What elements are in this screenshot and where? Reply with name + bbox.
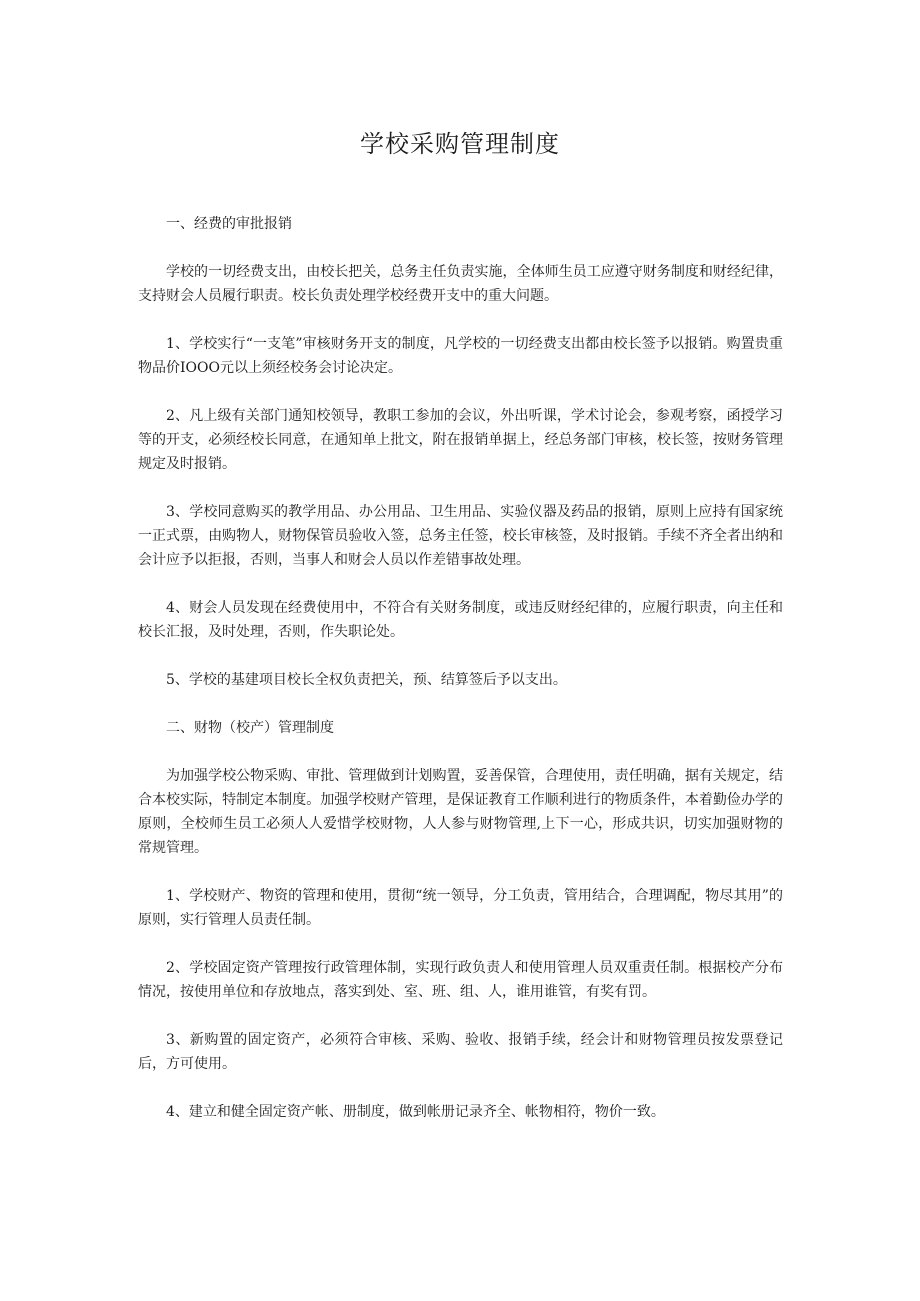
paragraph: 1、学校财产、物资的管理和使用，贯彻“统一领导，分工负责，管用结合，合理调配，物尽其用”的原则，实行管理人员责任制。 bbox=[138, 888, 783, 928]
paragraph: 为加强学校公物采购、审批、管理做到计划购置，妥善保管，合理使用，责任明确，据有关规定，结合本校实际，特制定本制度。加强学校财产管理，是保证教育工作顺利进行的物质条件，本着勤俭办学的原则，全校师生员工必须人人爱惜学校财物，人人参与财物管理,上下一心，形成共识，切实加强财物的常规管理。 bbox=[138, 768, 783, 856]
paragraph: 2、学校固定资产管理按行政管理体制，实现行政负责人和使用管理人员双重责任制。根据校产分布情况，按使用单位和存放地点，落实到处、室、班、组、人，谁用谁管，有奖有罚。 bbox=[138, 960, 783, 1000]
paragraph: 1、学校实行“一支笔”审核财务开支的制度，凡学校的一切经费支出都由校长签予以报销。购置贵重物品价IOOO元以上须经校务会讨论决定。 bbox=[138, 336, 783, 376]
section-heading: 一、经费的审批报销 bbox=[166, 216, 292, 232]
paragraph: 2、凡上级有关部门通知校领导，教职工参加的会议，外出听课，学术讨论会，参观考察，函授学习等的开支，必须经校长同意，在通知单上批文，附在报销单据上，经总务部门审核，校长签，按财务管理规定及时报销。 bbox=[138, 408, 783, 472]
paragraph: 3、新购置的固定资产，必须符合审核、采购、验收、报销手续，经会计和财物管理员按发票登记后，方可使用。 bbox=[138, 1032, 783, 1072]
paragraph: 学校的一切经费支出，由校长把关，总务主任负责实施，全体师生员工应遵守财务制度和财经纪律，支持财会人员履行职责。校长负责处理学校经费开支中的重大问题。 bbox=[138, 264, 783, 304]
paragraph: 4、财会人员发现在经费使用中，不符合有关财务制度，或违反财经纪律的，应履行职责，向主任和校长汇报，及时处理，否则，作失职论处。 bbox=[138, 600, 783, 640]
paragraph: 4、建立和健全固定资产帐、册制度，做到帐册记录齐全、帐物相符，物价一致。 bbox=[166, 1104, 665, 1120]
section-heading: 二、财物（校产）管理制度 bbox=[166, 720, 334, 736]
document-title: 学校采购管理制度 bbox=[360, 130, 560, 158]
paragraph: 5、学校的基建项目校长全权负责把关，预、结算签后予以支出。 bbox=[166, 672, 567, 688]
paragraph: 3、学校同意购买的教学用品、办公用品、卫生用品、实验仪器及药品的报销，原则上应持有国家统一正式票，由购物人，财物保管员验收入签，总务主任签，校长审核签，及时报销。手续不齐全者出纳和会计应予以拒报，否则，当事人和财会人员以作差错事故处理。 bbox=[138, 504, 783, 568]
document-body bbox=[138, 212, 783, 1148]
